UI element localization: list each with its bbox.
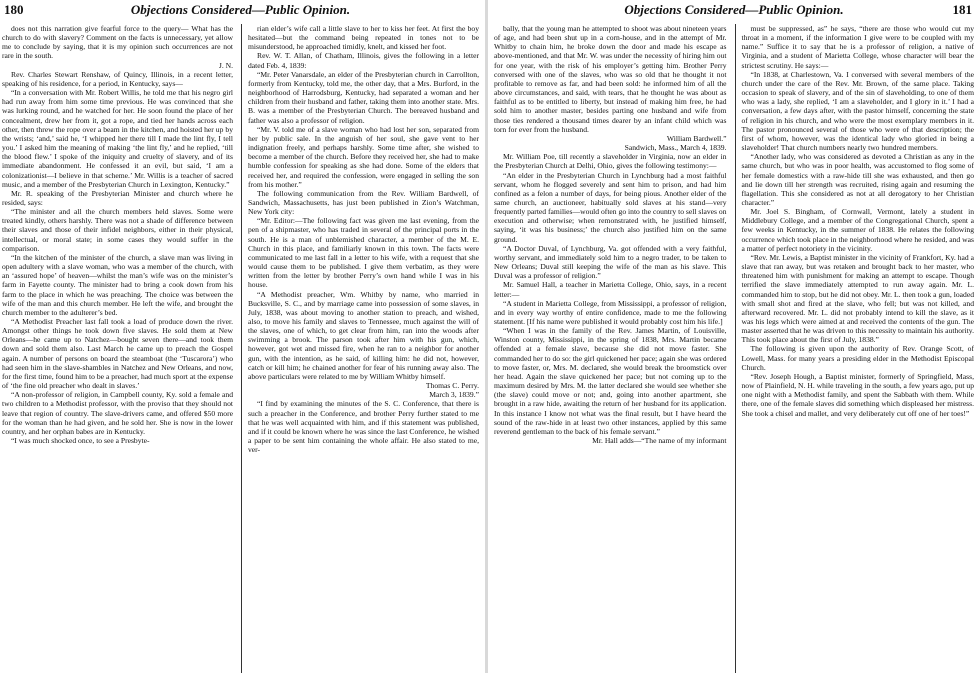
paragraph: Mr. William Poe, till recently a slaveholder in Virginia, now an elder in the Presbyterian Church at Delhi, Ohio, gives the following testimony:— [494, 152, 727, 171]
paragraph: “Mr. V. told me of a slave woman who had lost her son, separated from her by public sale. In the anguish of her soul, she gave vent to her indignation freely, and perhaps harshly. Some time after, she wished to become a member of the church. Before they received her, she had to make humble confession for speaking as she had done. Some of the elders that received her, and required the confession, were engaged in selling the son from his mother.” [248, 124, 479, 189]
paragraph: J. N. [218, 60, 233, 70]
left-running-head [0, 0, 481, 24]
text-column [241, 24, 479, 673]
paragraph: Mr. Joel S. Bingham, of Cornwall, Vermont, lately a student in Middlebury College, and a member of the Congregational Church, spent a few weeks in Kentucky, in the summer of 1838. He relates the following occurrence which took place in the neighborhood where he resided, and was a matter of perfect notoriety in the vicinity. [741, 207, 974, 253]
right-page [492, 0, 976, 673]
paragraph: “In a conversation with Mr. Robert Willis, he told me that his negro girl had run away from him some time previous. He was convinced that she was lurking round, and he watched for her. He soon found the place of her concealment, drew her from it, got a rope, and tied her hands across each other, then threw the rope over a beam in the kitchen, and hoisted her up by the wrists; ‘and,’ said he, ‘I whipped her there till I made the lint fly, I tell you.’ I asked him the meaning of making ‘the lint fly,’ and he replied, ‘till the blood flew.’ I spoke of the iniquity and cruelty of slavery, and of its immediate abandonment. He confessed it an evil, but said, ‘I am a colonizationist—I believe in that scheme.’ Mr. Willis is a teacher of sacred music, and a member of the Presbyterian Church in Lexington, Kentucky.” [2, 88, 233, 189]
paragraph: “A student in Marietta College, from Mississippi, a professor of religion, and in every way worthy of entire confidence, made to me the following statement. [If his name were published it would probably cost him his life.] [494, 298, 727, 326]
paragraph: “I was much shocked once, to see a Presbyte- [11, 436, 150, 446]
page-number: 180 [4, 2, 24, 17]
right-columns [492, 24, 976, 673]
paragraph: “A non-professor of religion, in Campbell county, Ky. sold a female and two children to a Methodist professor, with the proviso that they should not leave that region of country. The slave-drivers came, and offered $50 more for the woman than he had given, and he sold her. She is now in the lower country, and her orphan babes are in Kentucky. [2, 390, 233, 436]
text-column [735, 24, 975, 673]
paragraph: “An elder in the Presbyterian Church in Lynchburg had a most faithful servant, whom he flogged severely and sent him to prison, and had him confined as a felon a number of days, for being pious. Another elder of the same church, an auctioneer, habitually sold slaves at his stand—very frequently parted families—would often go into the country to sell slaves on execution and otherwise; when remonstrated with, he justified himself, saying, ‘it was his business;’ the church also justified him on the same ground. [494, 170, 727, 244]
left-page [0, 0, 481, 673]
paragraph: The following communication from the Rev. William Bardwell, of Sandwich, Massachusetts, has just been published in Zion’s Watchman, New York city: [248, 188, 479, 217]
paragraph: The following is given upon the authority of Rev. Orange Scott, of Lowell, Mass. for many years a presiding elder in the Methodist Episcopal Church. [741, 344, 974, 372]
running-head-title: Objections Considered—Public Opinion. [624, 2, 844, 17]
paragraph: must be suppressed, as” he says, “there are those who would cut my throat in a moment, if the information I give were to be coupled with my name.” Suffice it to say that he is a professor of religion, a native of Virginia, and a student of Marietta College, whose character will bear the strictest scrutiny. He says:— [741, 24, 974, 70]
left-columns [0, 24, 481, 673]
paragraph: Sandwich, Mass., March 4, 1839. [624, 143, 727, 153]
paragraph: “Rev. Mr. Lewis, a Baptist minister in the vicinity of Frankfort, Ky. had a slave that ran away, but was retaken and brought back to her master, who threatened him with punishment for making an attempt to escape. Though terrified the slave immediately attempted to run away again. Mr. L. commanded him to stop, but he did not obey. Mr. L. then took a gun, loaded with small shot and fired at the slave, who fell; but was not killed, and afterward recovered. Mr. L. did not probably intend to kill the slave, as it was his legs which were aimed at and received the contents of the gun. The master asserted that he was driven to this necessity to maintain his authority. This took place about the first of July, 1838.” [741, 252, 974, 345]
running-head-title: Objections Considered—Public Opinion. [130, 2, 351, 17]
paragraph: Mr. Hall adds—“The name of my informant [592, 436, 727, 446]
paragraph: “A Methodist Preacher last fall took a load of produce down the river. Amongst other things he took down five slaves. He sold them at New Orleans—he came up to Natchez—bought seven there—and took them down and sold them also. Last March he came up to preach the Gospel again. A number of persons on board the steamboat (the ‘Tuscarora’) who had seen him in the slave-shambles in Natchez and New Orleans, and now, for the first time, found him to be a preacher, had much sport at the expense of ‘the fine old preacher who dealt in slaves.’ [2, 317, 233, 391]
paragraph: “I find by examining the minutes of the S. C. Conference, that there is such a preacher in the Conference, and brother Perry further stated to me that he was well acquainted with him, and if this statement was published, and if it could be known where he was since the last Conference, he wished a paper to be sent him containing the whole affair. He also stated to me, ver- [248, 399, 479, 455]
page-number: 181 [952, 2, 972, 17]
paragraph: “In 1838, at Charlestown, Va. I conversed with several members of the church under the care of the Rev. Mr. Brown, of the same place. Taking occasion to speak of slavery, and of the sin of slaveholding, to one of them who was a lady, she replied, ‘I am a slaveholder, and I glory in it.’ I had a conversation, a few days after, with the pastor himself, concerning the state of religion in his church, and who were the most exemplary members in it. The pastor pronounced several of those who were of that description; the first of whom, however, was the identical lady who gloried in being a slaveholder! That church numbers nearly two hundred members. [741, 69, 974, 153]
text-column [2, 24, 233, 673]
paragraph: Thomas C. Perry. [425, 381, 479, 391]
paragraph: Mr. R. speaking of the Presbyterian Minister and church where he resided, says: [2, 188, 233, 207]
paragraph: Mr. Samuel Hall, a teacher in Marietta College, Ohio, says, in a recent letter:— [494, 280, 727, 299]
paragraph: does not this narration give fearful force to the query— What has the church to do with slavery? Comment on the facts is unnecessary, yet allow me to conclude by saying, that it is my opinion such occurrences are not rare in the south. [2, 24, 233, 61]
paragraph: “Mr. Editor:—The following fact was given me last evening, from the pen of a shipmaster, who has traded in several of the principal ports in the south. He is a man of unblemished character, a member of the M. E. Church in this place, and familiarly known in this town. The facts were communicated to me last fall in a letter to his wife, with a request that she would cause them to be published. I give them verbatim, as they were written from the letter by brother Perry’s own hand while I was in his house. [248, 216, 479, 290]
paragraph: “Rev. Joseph Hough, a Baptist minister, formerly of Springfield, Mass, now of Plainfield, N. H. while traveling in the south, a few years ago, put up one night with a Methodist family, and spent the Sabbath with them. While there, one of the female slaves did something which displeased her mistress. She took a chisel and mallet, and very deliberately cut off one of her toes!” [741, 371, 974, 418]
paragraph: “Another lady, who was considered as devoted a Christian as any in the same church, but who was in poor health, was accustomed to flog some of her female domestics with a raw-hide till she was exhausted, and then go and lie down till her strength was recruited, rising again and resuming the flagellation. This she considered as not at all derogatory to her Christian character.” [741, 152, 974, 207]
paragraph: March 3, 1839.” [429, 390, 479, 400]
paragraph: “The minister and all the church members held slaves. Some were treated kindly, others harshly. There was not a shade of difference between their slaves and those of their infidel neighbors, either in their physical, intellectual, or moral state; in some cases they would suffer in the comparison. [2, 207, 233, 253]
paragraph: “A Methodist preacher, Wm. Whitby by name, who married in Bucksville, S. C., and by marriage came into possession of some slaves, in July, 1838, was about moving to another station to preach, and wished, also, to move his family and slaves to Tennessee, much against the will of the slaves, one of which, to get clear from him, ran into the woods after swimming a brook. The parson took after him with his gun, which, however, got wet and missed fire, when he ran to a neighbor for another gun, with the intention, as he said, of killing him: he did not, however, catch or kill him; he chained another for fear of his running away also. The above particulars were related to me by William Whitby himself. [248, 289, 479, 381]
paragraph: “Mr. Peter Vanarsdale, an elder of the Presbyterian church in Carrollton, formerly from Kentucky, told me, the other day, that a Mrs. Burford, in the neighborhood of Harrodsburg, Kentucky, had separated a woman and her children from their husband and father, taking them into another state. Mrs. B. was a member of the Presbyterian Church. The bereaved husband and father was also a professor of religion. [248, 69, 479, 125]
paragraph: rian elder’s wife call a little slave to her to kiss her feet. At first the boy hesitated—but the command being repeated in tones not to be misunderstood, he approached timidly, knelt, and kissed her foot. [248, 24, 479, 52]
paragraph: “When I was in the family of the Rev. James Martin, of Louisville, Winston county, Mississippi, in the spring of 1838, Mrs. Martin became offended at a female slave, because she did not move faster. She commanded her to do so: the girl quickened her pace; again she was ordered to move faster, or, Mrs. M. declared, she would break the broomstick over her head. Again the slave quickened her pace; but not coming up to the maximum desired by Mrs. M. the latter declared she would see whether she (the slave) could move or not; and, going into another apartment, she brought in a raw hide, awaiting the return of her husband for its application. In this instance I know not what was the final result, but I have heard the sound of the raw-hide in at least two other instances, applied by this same reverend gentleman to the back of his female servant.” [494, 326, 727, 436]
text-column [494, 24, 727, 673]
right-running-head [492, 0, 976, 24]
paragraph: “A Doctor Duval, of Lynchburg, Va. got offended with a very faithful, worthy servant, and immediately sold him to a negro trader, to be taken to New Orleans; Duval still keeping the wife of the man as his slave. This Duval was a professor of religion.” [494, 243, 727, 281]
paragraph: bally, that the young man he attempted to shoot was about nineteen years of age, and had been shut up in a corn-house, and in the attempt of Mr. Whitby to chain him, he broke down the door and made his escape as above-mentioned, and that Mr. W. was under the necessity of hiring him out for one year, with the risk of his employer’s getting him. Brother Perry conversed with one of the slaves, who was so old that he thought it not profitable to remove as far, and had been sold: he informed him of all the above circumstances, and said, with tears, that he thought he was about as faithful as to be entitled to liberty, but instead of making him free, he had sold him to another master, besides parting one husband and wife from those ties rendered a thousand times dearer by an infant child which was torn for ever from the husband. [494, 24, 727, 134]
book-gutter [485, 0, 488, 673]
paragraph: Rev. Charles Stewart Renshaw, of Quincy, Illinois, in a recent letter, speaking of his residence, for a period, in Kentucky, says— [2, 69, 233, 88]
paragraph: William Bardwell.” [666, 133, 727, 143]
paragraph: Rev. W. T. Allan, of Chatham, Illinois, gives the following in a letter dated Feb. 4, 1839: [248, 51, 479, 70]
paragraph: “In the kitchen of the minister of the church, a slave man was living in open adultery with a slave woman, who was a member of the church, with an ‘assured hope’ of heaven—whilst the man’s wife was on the minister’s farm in Fayette county. The minister had to bring a cook down from his farm to the place in which he was preaching. The choice was between the wife of the man and this church member. He left the wife, and brought the church member to the adulterer’s bed. [2, 252, 233, 317]
